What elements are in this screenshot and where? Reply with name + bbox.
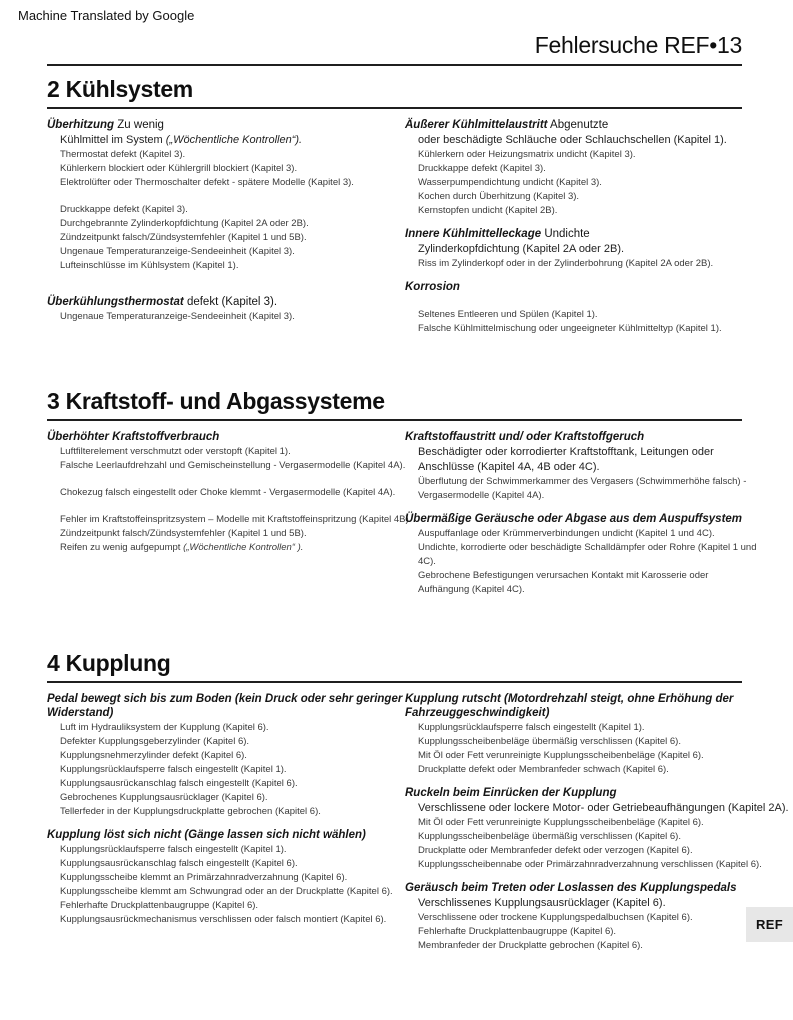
- ref-tab-badge: REF: [746, 907, 793, 942]
- cause-item: Ungenaue Temperaturanzeige-Sendeeinheit (Kapitel 3).: [60, 246, 295, 257]
- cause-item: Thermostat defekt (Kapitel 3).: [60, 149, 186, 160]
- cause-item: Kupplungsausrückanschlag falsch eingestellt (Kapitel 6).: [60, 778, 298, 789]
- section-columns: [47, 118, 742, 336]
- symptom-heading: [405, 430, 742, 444]
- cause-item: Falsche Leerlaufdrehzahl und Gemischeinstellung - Vergasermodelle (Kapitel 4A).: [60, 460, 406, 471]
- section-kuehlsystem: [47, 76, 742, 336]
- text-segment: Kupplung rutscht (Motordrehzahl steigt, ohne Erhöhung der: [405, 693, 734, 705]
- cause-item: Kupplungsscheibenbeläge übermäßig verschlissen (Kapitel 6).: [418, 736, 681, 747]
- cause-item: Fehlerhafte Druckplattenbaugruppe (Kapitel 6).: [60, 900, 259, 911]
- cause-item: Kühlerkern blockiert oder Kühlergrill blockiert (Kapitel 3).: [60, 163, 298, 174]
- text-segment: defekt (Kapitel 3).: [183, 296, 278, 308]
- cause-item: Kupplungsscheibe klemmt an Primärzahnradverzahnung (Kapitel 6).: [60, 872, 348, 883]
- section-kraftstoff-abgassysteme: [47, 388, 757, 597]
- text-segment: Abgenutzte: [547, 119, 609, 131]
- cause-item: Elektrolüfter oder Thermoschalter defekt - spätere Modelle (Kapitel 3).: [60, 177, 354, 188]
- cause-item: Kupplungsrücklaufsperre falsch eingestellt (Kapitel 1).: [60, 764, 287, 775]
- symptom-heading: [405, 512, 742, 526]
- text-segment: Korrosion: [405, 281, 460, 293]
- symptom-heading: [405, 118, 742, 132]
- spacer: [47, 500, 392, 513]
- cause-item: 4C).: [418, 556, 436, 567]
- machine-translated-label: Machine Translated by Google: [18, 8, 195, 23]
- text-segment: Äußerer Kühlmittelaustritt: [405, 119, 548, 131]
- cause-item: Kühlerkern oder Heizungsmatrix undicht (Kapitel 3).: [418, 149, 636, 160]
- cause-item: Verschlissene oder lockere Motor- oder Getriebeaufhängungen (Kapitel 2A).: [418, 802, 789, 814]
- cause-item: Kupplungsscheibennabe oder Primärzahnradverzahnung verschlissen (Kapitel 6).: [418, 859, 762, 870]
- cause-item: Durchgebrannte Zylinderkopfdichtung (Kapitel 2A oder 2B).: [60, 218, 309, 229]
- symptom-heading: [405, 280, 742, 294]
- cause-item: Zylinderkopfdichtung (Kapitel 2A oder 2B).: [418, 243, 625, 255]
- text-segment: Reifen zu wenig aufgepumpt: [60, 542, 184, 553]
- page-header: [47, 32, 742, 66]
- text-segment: Fahrzeuggeschwindigkeit): [405, 707, 550, 719]
- cause-item: Mit Öl oder Fett verunreinigte Kupplungsscheibenbeläge (Kapitel 6).: [418, 817, 704, 828]
- section-title: 2 Kühlsystem: [47, 76, 742, 109]
- left-column: [47, 118, 392, 336]
- cause-item: Kupplungsrücklaufsperre falsch eingestellt (Kapitel 1).: [60, 844, 287, 855]
- text-segment: („Wöchentliche Kontrollen“).: [165, 134, 303, 146]
- cause-item: Riss im Zylinderkopf oder in der Zylinderbohrung (Kapitel 2A oder 2B).: [418, 258, 714, 269]
- cause-item: Membranfeder der Druckplatte gebrochen (Kapitel 6).: [418, 940, 643, 951]
- text-segment: Zu wenig: [114, 119, 164, 131]
- symptom-heading: [405, 881, 742, 895]
- cause-item: Chokezug falsch eingestellt oder Choke klemmt - Vergasermodelle (Kapitel 4A).: [60, 487, 396, 498]
- cause-item: Luft im Hydrauliksystem der Kupplung (Kapitel 6).: [60, 722, 269, 733]
- cause-item: Tellerfeder in der Kupplungsdruckplatte gebrochen (Kapitel 6).: [60, 806, 321, 817]
- cause-item: Gebrochenes Kupplungsausrücklager (Kapitel 6).: [60, 792, 268, 803]
- symptom-heading: [47, 430, 392, 444]
- cause-item: Wasserpumpendichtung undicht (Kapitel 3).: [418, 177, 602, 188]
- cause-item: Fehler im Kraftstoffeinspritzsystem – Modelle mit Kraftstoffeinspritzung (Kapitel 4B).: [60, 514, 412, 525]
- text-segment: Übermäßige Geräusche oder Abgase aus dem Auspuffsystem: [405, 513, 743, 525]
- cause-item: Druckplatte defekt oder Membranfeder schwach (Kapitel 6).: [418, 764, 669, 775]
- cause-item: Auspuffanlage oder Krümmerverbindungen undicht (Kapitel 1 und 4C).: [418, 528, 715, 539]
- page-title: Fehlersuche REF•13: [534, 32, 742, 58]
- cause-item: Beschädigter oder korrodierter Kraftstofftank, Leitungen oder: [418, 446, 714, 458]
- cause-item: Kupplungsausrückanschlag falsch eingestellt (Kapitel 6).: [60, 858, 298, 869]
- cause-item: Aufhängung (Kapitel 4C).: [418, 584, 525, 595]
- symptom-heading: [47, 692, 403, 720]
- cause-item: [47, 541, 392, 555]
- symptom-heading: [405, 227, 742, 241]
- section-kupplung: [47, 650, 789, 953]
- cause-item: Verschlissene oder trockene Kupplungspedalbuchsen (Kapitel 6).: [418, 912, 693, 923]
- cause-item: [47, 133, 392, 148]
- cause-item: Defekter Kupplungsgeberzylinder (Kapitel 6).: [60, 736, 250, 747]
- cause-item: Kupplungsscheibenbeläge übermäßig verschlissen (Kapitel 6).: [418, 831, 681, 842]
- cause-item: Druckkappe defekt (Kapitel 3).: [60, 204, 188, 215]
- text-segment: Überkühlungsthermostat: [47, 296, 184, 308]
- cause-item: Verschlissenes Kupplungsausrücklager (Kapitel 6).: [418, 897, 666, 909]
- symptom-heading: [47, 828, 392, 842]
- spacer: [47, 273, 392, 286]
- cause-item: Kupplungsscheibe klemmt am Schwungrad oder an der Druckplatte (Kapitel 6).: [60, 886, 393, 897]
- section-columns: [47, 692, 789, 953]
- text-segment: Ruckeln beim Einrücken der Kupplung: [405, 787, 617, 799]
- cause-item: Luftfilterelement verschmutzt oder verstopft (Kapitel 1).: [60, 446, 291, 457]
- symptom-heading: [405, 692, 742, 720]
- cause-item: Gebrochene Befestigungen verursachen Kontakt mit Karosserie oder: [418, 570, 709, 581]
- text-segment: Kühlmittel im System: [60, 134, 166, 146]
- right-column: [405, 118, 742, 336]
- section-title: 4 Kupplung: [47, 650, 742, 683]
- section-title: 3 Kraftstoff- und Abgassysteme: [47, 388, 742, 421]
- cause-item: Druckplatte oder Membranfeder defekt oder verzogen (Kapitel 6).: [418, 845, 693, 856]
- text-segment: Kupplung löst sich nicht (Gänge lassen sich nicht wählen): [47, 829, 366, 841]
- spacer: [47, 190, 392, 203]
- cause-item: oder beschädigte Schläuche oder Schlauchschellen (Kapitel 1).: [418, 134, 727, 146]
- text-segment: Widerstand): [47, 707, 114, 719]
- cause-item: Kernstopfen undicht (Kapitel 2B).: [418, 205, 558, 216]
- text-segment: Innere Kühlmittelleckage: [405, 228, 542, 240]
- cause-item: Kupplungsrücklaufsperre falsch eingestellt (Kapitel 1).: [418, 722, 645, 733]
- left-column: [47, 430, 412, 597]
- cause-item: Vergasermodelle (Kapitel 4A).: [418, 490, 545, 501]
- text-segment: Undichte: [541, 228, 590, 240]
- cause-item: Zündzeitpunkt falsch/Zündsystemfehler (Kapitel 1 und 5B).: [60, 232, 307, 243]
- cause-item: Überflutung der Schwimmerkammer des Vergasers (Schwimmerhöhe falsch) -: [418, 476, 747, 487]
- text-segment: Geräusch beim Treten oder Loslassen des Kupplungspedals: [405, 882, 737, 894]
- cause-item: Anschlüsse (Kapitel 4A, 4B oder 4C).: [418, 461, 600, 473]
- text-segment: Pedal bewegt sich bis zum Boden (kein Druck oder sehr geringer: [47, 693, 403, 705]
- symptom-heading: [405, 786, 742, 800]
- spacer: [405, 295, 742, 308]
- cause-item: Druckkappe defekt (Kapitel 3).: [418, 163, 546, 174]
- text-segment: Überhöhter Kraftstoffverbrauch: [47, 431, 220, 443]
- right-column: [405, 430, 757, 597]
- spacer: [47, 473, 392, 486]
- symptom-heading: [47, 118, 392, 132]
- symptom-heading: [47, 295, 392, 309]
- section-columns: [47, 430, 757, 597]
- left-column: [47, 692, 403, 953]
- cause-item: Seltenes Entleeren und Spülen (Kapitel 1).: [418, 309, 598, 320]
- cause-item: Kochen durch Überhitzung (Kapitel 3).: [418, 191, 580, 202]
- cause-item: Kupplungsausrückmechanismus verschlissen oder falsch montiert (Kapitel 6).: [60, 914, 387, 925]
- cause-item: Zündzeitpunkt falsch/Zündsystemfehler (Kapitel 1 und 5B).: [60, 528, 307, 539]
- cause-item: Ungenaue Temperaturanzeige-Sendeeinheit (Kapitel 3).: [60, 311, 295, 322]
- cause-item: Undichte, korrodierte oder beschädigte Schalldämpfer oder Rohre (Kapitel 1 und: [418, 542, 757, 553]
- cause-item: Kupplungsnehmerzylinder defekt (Kapitel 6).: [60, 750, 247, 761]
- cause-item: Fehlerhafte Druckplattenbaugruppe (Kapitel 6).: [418, 926, 617, 937]
- right-column: [405, 692, 789, 953]
- text-segment: Kraftstoffaustritt und/ oder Kraftstoffgeruch: [405, 431, 645, 443]
- text-segment: Überhitzung: [47, 119, 115, 131]
- cause-item: Lufteinschlüsse im Kühlsystem (Kapitel 1).: [60, 260, 239, 271]
- cause-item: Falsche Kühlmittelmischung oder ungeeigneter Kühlmitteltyp (Kapitel 1).: [418, 323, 722, 334]
- text-segment: („Wöchentliche Kontrollen“ ).: [183, 542, 304, 553]
- cause-item: Mit Öl oder Fett verunreinigte Kupplungsscheibenbeläge (Kapitel 6).: [418, 750, 704, 761]
